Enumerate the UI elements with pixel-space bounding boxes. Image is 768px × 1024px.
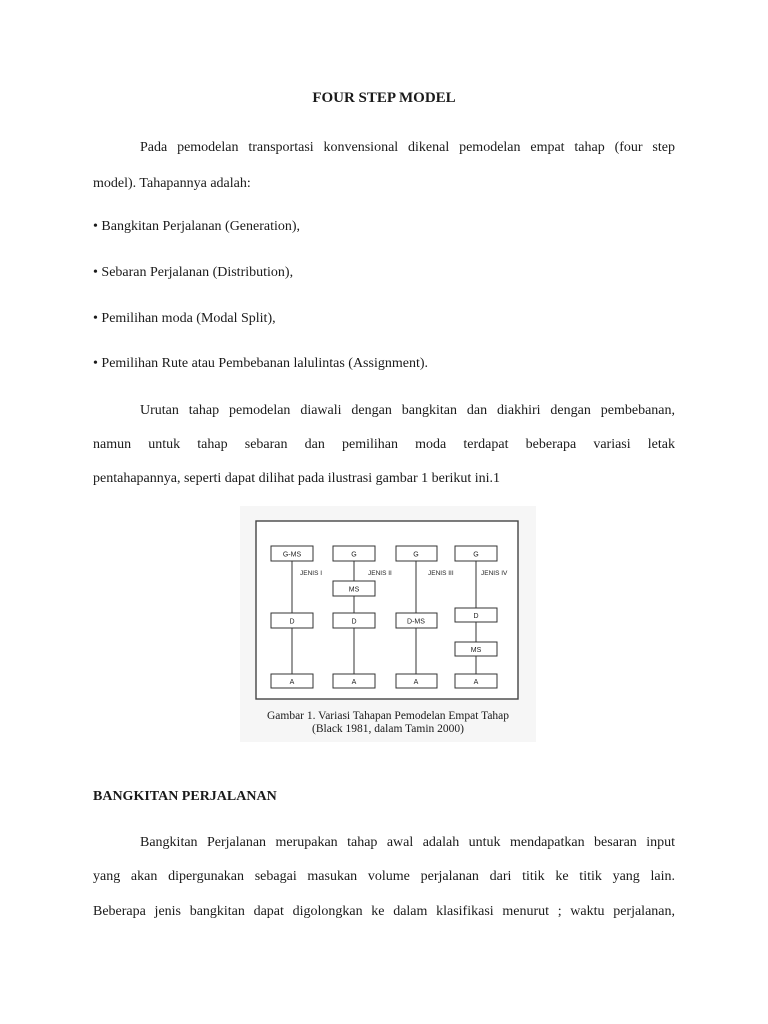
label-d-jenis4: D (473, 613, 479, 620)
para3-line-1: Bangkitan Perjalanan merupakan tahap awal adalah untuk mendapatkan besaran input (140, 835, 675, 850)
bullet-distribution: • Sebaran Perjalanan (Distribution), (93, 265, 294, 280)
bullet-generation: • Bangkitan Perjalanan (Generation), (93, 219, 301, 234)
figure-diagram (240, 506, 536, 742)
para3-line-2: yang akan dipergunakan sebagai masukan volume perjalanan dari titik ke titik yang lain. (93, 869, 675, 884)
label-a-jenis4: A (473, 679, 479, 686)
label-jenis-1: JENIS I (300, 570, 323, 577)
label-d-jenis1: D (289, 618, 295, 626)
label-g-ms: G-MS (282, 551, 302, 559)
para2-line-3: pentahapannya, seperti dapat dilihat pada ilustrasi gambar 1 berikut ini.1 (93, 471, 501, 486)
label-a-jenis1: A (289, 679, 295, 686)
label-jenis-3: JENIS III (428, 570, 454, 577)
figure-four-step-variations (240, 506, 536, 742)
label-a-jenis3: A (413, 679, 419, 686)
label-g-jenis2: G (351, 551, 357, 559)
label-g-jenis3: G (413, 551, 419, 559)
para2-line-1: Urutan tahap pemodelan diawali dengan bangkitan dan diakhiri dengan pembebanan, (140, 403, 675, 418)
figure-caption-line-1: Gambar 1. Variasi Tahapan Pemodelan Empat Tahap (266, 710, 510, 722)
label-d-ms: D-MS (407, 618, 425, 626)
label-jenis-4: JENIS IV (481, 570, 508, 577)
label-a-jenis2: A (351, 679, 357, 686)
label-jenis-2: JENIS II (368, 570, 392, 577)
para3-line-3: Beberapa jenis bangkitan dapat digolongkan ke dalam klasifikasi menurut ; waktu perjalanan, (93, 904, 675, 919)
label-ms-jenis2: MS (348, 586, 360, 594)
figure-caption-line-2: (Black 1981, dalam Tamin 2000) (312, 723, 464, 735)
label-g-jenis4: G (473, 551, 479, 559)
intro-line-1: Pada pemodelan transportasi konvensional dikenal pemodelan empat tahap (four step (140, 140, 675, 155)
page-title: FOUR STEP MODEL (312, 90, 456, 106)
bullet-assignment: • Pemilihan Rute atau Pembebanan lalulintas (Assignment). (93, 356, 429, 371)
intro-line-2: model). Tahapannya adalah: (93, 176, 251, 191)
bullet-modal-split: • Pemilihan moda (Modal Split), (93, 311, 276, 326)
label-d-jenis2: D (351, 618, 357, 626)
section-heading: BANGKITAN PERJALANAN (93, 789, 277, 804)
label-ms-jenis4: MS (470, 647, 482, 654)
para2-line-2: namun untuk tahap sebaran dan pemilihan moda terdapat beberapa variasi letak (93, 437, 675, 452)
